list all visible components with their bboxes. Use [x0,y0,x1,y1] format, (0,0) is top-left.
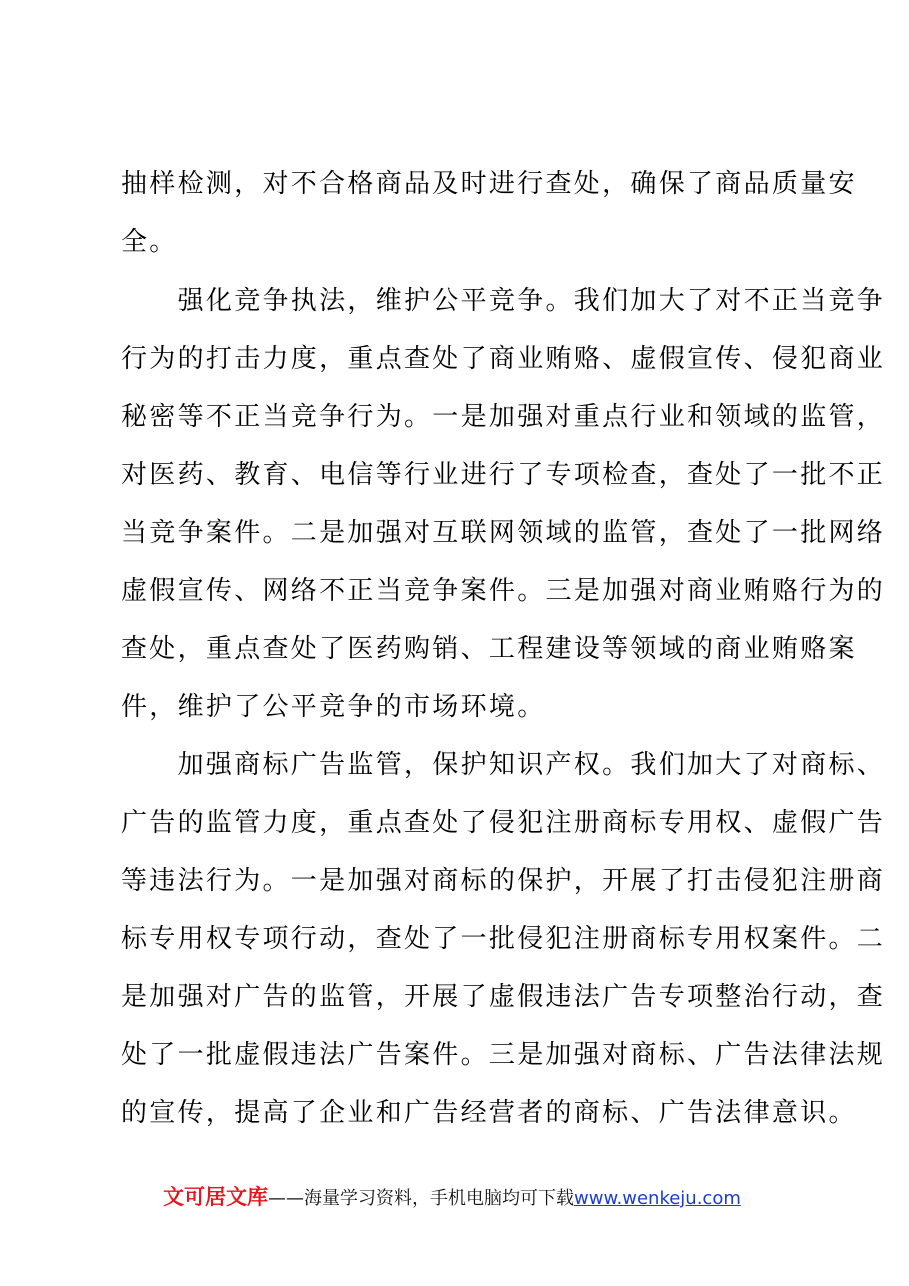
body-text-line: 强化竞争执法，维护公平竞争。我们加大了对不正当竞争 [121,286,886,316]
footer-banner [163,1183,741,1211]
body-text-line: 广告的监管力度，重点查处了侵犯注册商标专用权、虚假广告 [121,808,886,838]
body-text-line: 行为的打击力度，重点查处了商业贿赂、虚假宣传、侵犯商业 [121,344,886,374]
body-text-line: 当竞争案件。二是加强对互联网领域的监管，查处了一批网络 [121,518,886,548]
footer-tagline: ——海量学习资料，手机电脑均可下载 [268,1188,574,1209]
body-text-line: 抽样检测，对不合格商品及时进行查处，确保了商品质量安 [121,169,857,199]
body-text-line: 全。 [121,227,178,257]
body-text-line: 加强商标广告监管，保护知识产权。我们加大了对商标、 [121,750,886,780]
body-text-line: 是加强对广告的监管，开展了虚假违法广告专项整治行动，查 [121,982,886,1012]
body-text-line: 处了一批虚假违法广告案件。三是加强对商标、广告法律法规 [121,1040,886,1070]
footer-site-link[interactable]: www.wenkeju.com [574,1188,741,1209]
body-text-line: 件，维护了公平竞争的市场环境。 [121,692,546,722]
body-text-line: 的宣传，提高了企业和广告经营者的商标、广告法律意识。 [121,1098,857,1128]
body-text-line: 标专用权专项行动，查处了一批侵犯注册商标专用权案件。二 [121,924,886,954]
footer-brand: 文可居文库 [163,1185,268,1209]
body-text-line: 对医药、教育、电信等行业进行了专项检查，查处了一批不正 [121,460,886,490]
body-text-line: 查处，重点查处了医药购销、工程建设等领域的商业贿赂案 [121,634,857,664]
body-text-line: 虚假宣传、网络不正当竞争案件。三是加强对商业贿赂行为的 [121,576,886,606]
body-text-line: 等违法行为。一是加强对商标的保护，开展了打击侵犯注册商 [121,866,886,896]
body-text-line: 秘密等不正当竞争行为。一是加强对重点行业和领域的监管， [121,402,886,432]
